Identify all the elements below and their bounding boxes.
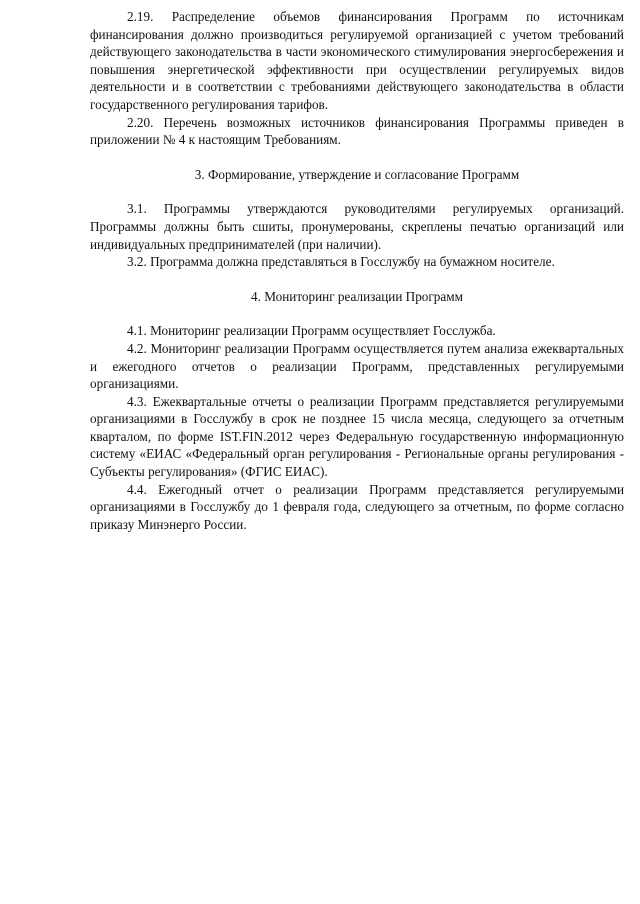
paragraph-4-1: 4.1. Мониторинг реализации Программ осуществляет Госслужба. xyxy=(127,323,496,339)
paragraph-2-19: 2.19. Распределение объемов финансирования Программ по источникам финансирования должно производиться регулируемой организацией с учетом требований действующего законодательства в части экономического стимулирования энергосбережения и повышения энергетической эффективности при осуществлении регулируемых видов деятельности и в соответствии с требованиями действующего законодательства в области государственного регулирования тарифов. xyxy=(90,9,624,112)
paragraph-4-4: 4.4. Ежегодный отчет о реализации Программ представляется регулируемыми организациями в Госслужбу до 1 февраля года, следующего за отчетным, по форме согласно приказу Минэнерго России. xyxy=(90,481,624,532)
paragraph-3-1: 3.1. Программы утверждаются руководителями регулируемых организаций. Программы должны быть сшиты, пронумерованы, скреплены печатью организаций или индивидуальных предпринимателей (при наличии). xyxy=(90,201,624,252)
paragraph-3-2: 3.2. Программа должна представляться в Госслужбу на бумажном носителе. xyxy=(127,254,555,270)
section-heading-3: 3. Формирование, утверждение и согласование Программ xyxy=(194,166,520,182)
document-body xyxy=(90,8,624,533)
paragraph-2-20: 2.20. Перечень возможных источников финансирования Программы приведен в приложении № 4 к настоящим Требованиям. xyxy=(90,114,624,148)
section-heading-4: 4. Мониторинг реализации Программ xyxy=(251,288,463,304)
paragraph-4-2: 4.2. Мониторинг реализации Программ осуществляется путем анализа ежеквартальных и ежегодного отчетов о реализации Программ, представленных регулируемыми организациями. xyxy=(90,340,624,392)
paragraph-4-3: 4.3. Ежеквартальные отчеты о реализации Программ представляется регулируемыми организациями в Госслужбу в срок не позднее 15 числа месяца, следующего за отчетным кварталом, по форме IST.FIN.2012 через Федеральную государственную информационную систему «ЕИАС «Федеральный орган регулирования - Региональные органы регулирования - Субъекты регулирования» (ФГИС ЕИАС). xyxy=(90,393,624,480)
